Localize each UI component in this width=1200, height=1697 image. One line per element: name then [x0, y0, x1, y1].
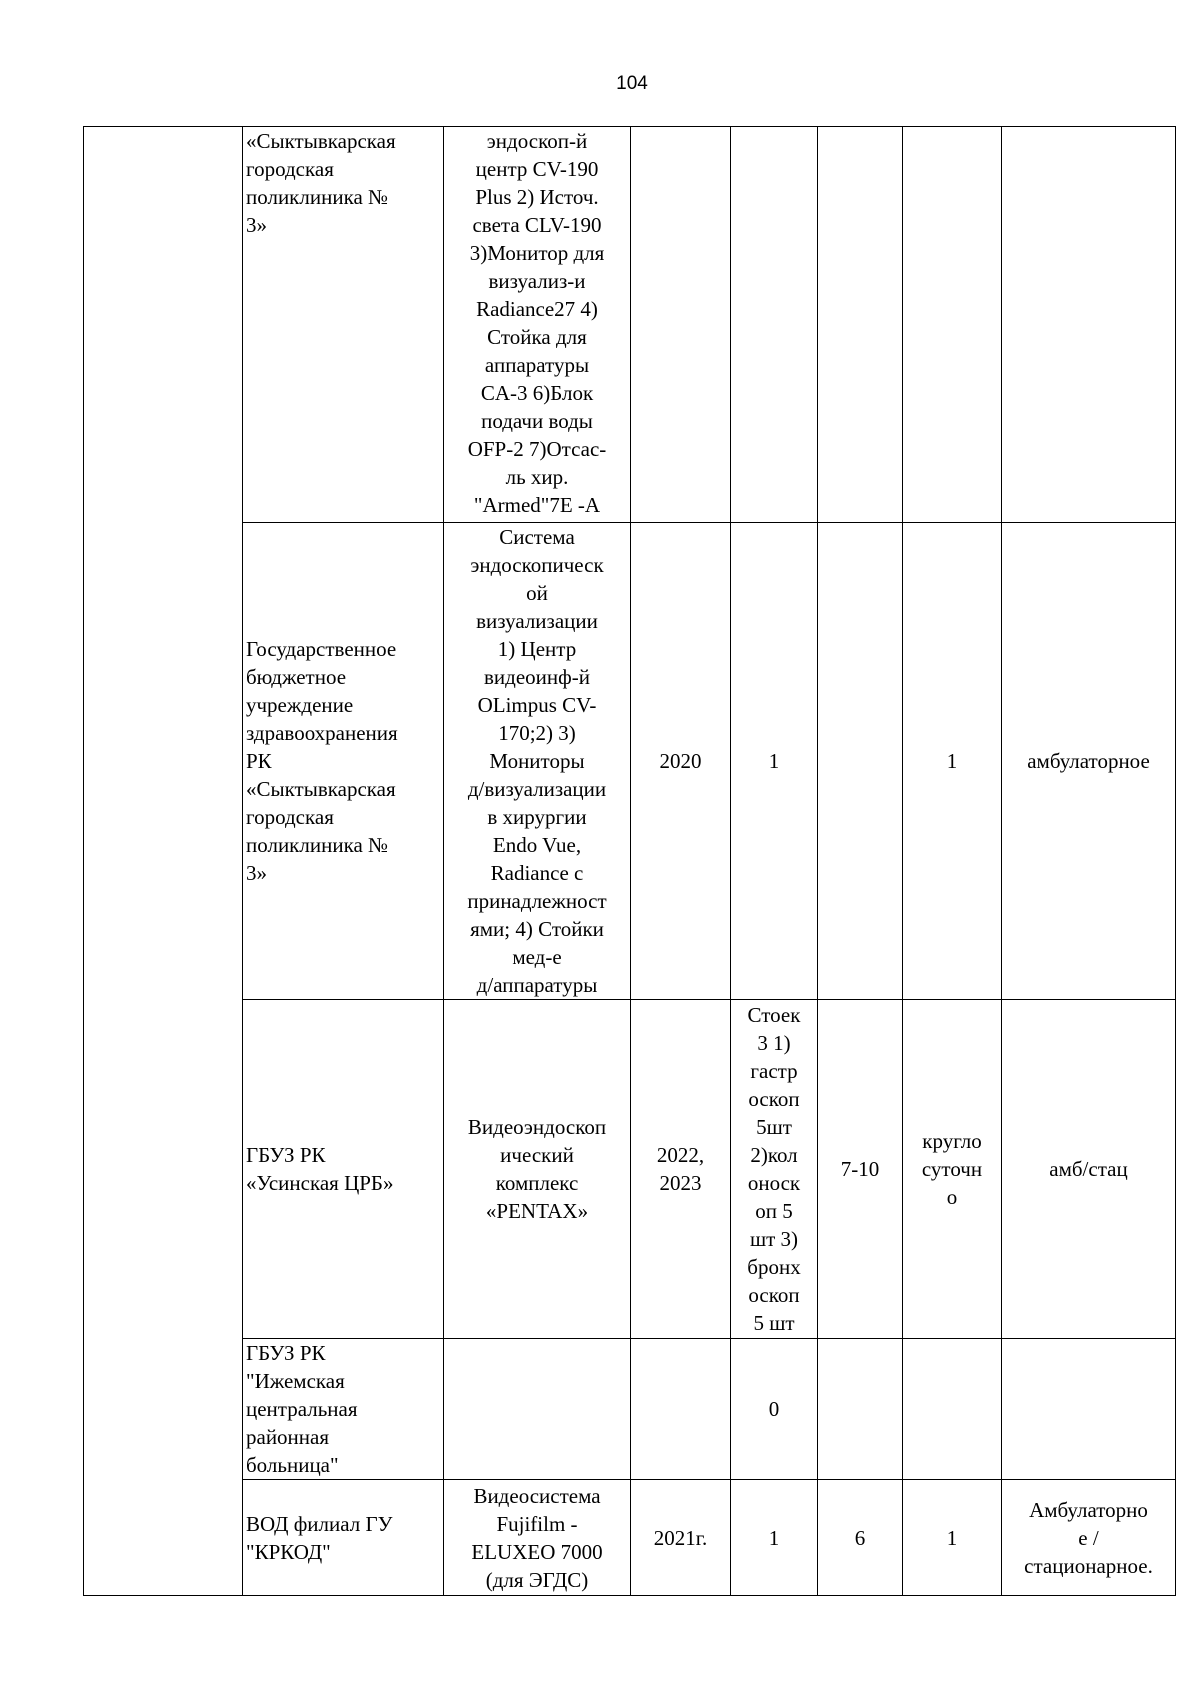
equipment-cell: эндоскоп-й центр CV-190 Plus 2) Источ. света CLV-190 3)Монитор для визуализ-и Radiance27 4) Стойка для аппаратуры CA-3 6)Блок подачи воды OFP-2 7)Отсас- ль хир. "Armed"7E -A [444, 127, 631, 523]
count-cell: 1 [731, 1480, 818, 1596]
year-cell [631, 127, 731, 523]
year-cell [631, 1339, 731, 1480]
table-row [84, 1339, 1176, 1480]
type-cell: амб/стац [1002, 1000, 1176, 1339]
organization-cell: ГБУЗ РК «Усинская ЦРБ» [243, 1000, 444, 1339]
equipment-cell: Видеосистема Fujifilm - ELUXEO 7000 (для ЭГДС) [444, 1480, 631, 1596]
table-row [84, 1000, 1176, 1339]
equipment-cell [444, 1339, 631, 1480]
count-cell: Стоек 3 1) гастр оскоп 5шт 2)кол оноск оп 5 шт 3) бронх оскоп 5 шт [731, 1000, 818, 1339]
type-cell: Амбулаторно е / стационарное. [1002, 1480, 1176, 1596]
type-cell [1002, 1339, 1176, 1480]
table-row [84, 523, 1176, 1000]
staff-cell [818, 127, 903, 523]
organization-cell: ВОД филиал ГУ "КРКОД" [243, 1480, 444, 1596]
count-cell [731, 127, 818, 523]
mode-cell: 1 [903, 1480, 1002, 1596]
region-cell [84, 127, 243, 1596]
equipment-cell: Система эндоскопическ ой визуализации 1) Центр видеоинф-й OLimpus CV- 170;2) 3) Мониторы д/визуализации в хирургии Endo Vue, Radiance с принадлежност ями; 4) Стойки мед-е д/аппаратуры [444, 523, 631, 1000]
staff-cell [818, 1339, 903, 1480]
staff-cell: 7-10 [818, 1000, 903, 1339]
mode-cell [903, 127, 1002, 523]
organization-cell: Государственное бюджетное учреждение здравоохранения РК «Сыктывкарская городская поликлиника № 3» [243, 523, 444, 1000]
staff-cell: 6 [818, 1480, 903, 1596]
page-number: 104 [616, 73, 648, 94]
count-cell: 1 [731, 523, 818, 1000]
staff-cell [818, 523, 903, 1000]
year-cell: 2020 [631, 523, 731, 1000]
organization-cell: ГБУЗ РК "Ижемская центральная районная больница" [243, 1339, 444, 1480]
count-cell: 0 [731, 1339, 818, 1480]
equipment-cell: Видеоэндоскоп ический комплекс «PENTAX» [444, 1000, 631, 1339]
table-row [84, 1480, 1176, 1596]
type-cell: амбулаторное [1002, 523, 1176, 1000]
mode-cell: кругло суточн о [903, 1000, 1002, 1339]
type-cell [1002, 127, 1176, 523]
organization-cell: «Сыктывкарская городская поликлиника № 3» [243, 127, 444, 523]
year-cell: 2022, 2023 [631, 1000, 731, 1339]
mode-cell [903, 1339, 1002, 1480]
table-row [84, 127, 1176, 523]
equipment-table [83, 126, 1176, 1596]
mode-cell: 1 [903, 523, 1002, 1000]
year-cell: 2021г. [631, 1480, 731, 1596]
